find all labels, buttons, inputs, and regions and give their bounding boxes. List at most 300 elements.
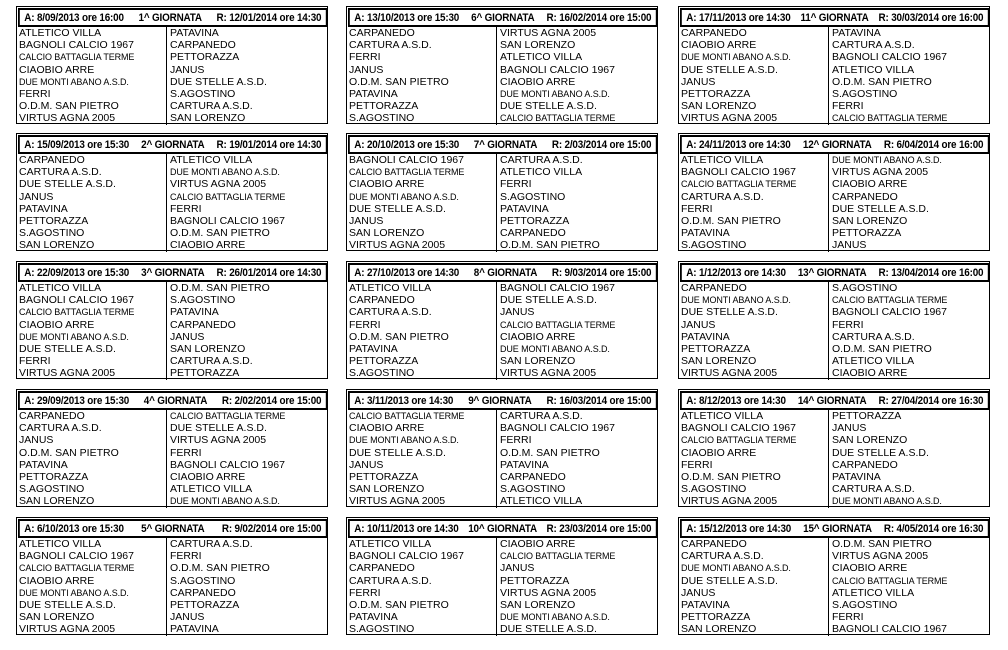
round-header bbox=[348, 263, 657, 282]
round-header bbox=[18, 519, 327, 538]
return-leg-date: R: 4/05/2014 ore 16:30 bbox=[883, 522, 984, 535]
away-team: JANUS bbox=[170, 63, 205, 76]
away-team: PETTORAZZA bbox=[170, 51, 240, 64]
away-team: VIRTUS AGNA 2005 bbox=[832, 550, 929, 563]
home-team: DUE MONTI ABANO A.S.D. bbox=[679, 51, 829, 63]
home-team: CARPANEDO bbox=[679, 538, 829, 550]
home-team: CARTURA A.S.D. bbox=[679, 191, 829, 203]
away-team: SAN LORENZO bbox=[500, 598, 576, 611]
home-team: PETTORAZZA bbox=[679, 611, 829, 623]
home-team: VIRTUS AGNA 2005 bbox=[347, 495, 497, 507]
home-team: FERRI bbox=[17, 355, 167, 367]
home-team: DUE MONTI ABANO A.S.D. bbox=[17, 331, 167, 343]
home-team: FERRI bbox=[347, 51, 497, 63]
home-team: CARPANEDO bbox=[679, 282, 829, 294]
away-team: PATAVINA bbox=[500, 202, 549, 215]
away-team: SAN LORENZO bbox=[170, 342, 246, 355]
return-leg-date: R: 16/03/2014 ore 15:00 bbox=[546, 394, 652, 407]
round-card bbox=[16, 133, 328, 251]
round-number: 12^ GIORNATA bbox=[802, 138, 872, 151]
round-header bbox=[18, 391, 327, 410]
away-team: ATLETICO VILLA bbox=[170, 483, 253, 496]
home-team: JANUS bbox=[347, 215, 497, 227]
round-number: 10^ GIORNATA bbox=[468, 522, 537, 535]
away-team: PATAVINA bbox=[500, 458, 549, 471]
round-number: 3^ GIORNATA bbox=[141, 266, 205, 279]
first-leg-date: A: 15/12/2013 ore 14:30 bbox=[686, 522, 792, 535]
home-team: CARPANEDO bbox=[17, 410, 167, 422]
away-team: ATLETICO VILLA bbox=[500, 51, 583, 64]
home-team: DUE MONTI ABANO A.S.D. bbox=[347, 191, 497, 203]
away-team: S.AGOSTINO bbox=[170, 87, 236, 100]
home-team: SAN LORENZO bbox=[679, 355, 829, 367]
round-header bbox=[348, 391, 657, 410]
away-team: VIRTUS AGNA 2005 bbox=[170, 434, 267, 447]
home-team: BAGNOLI CALCIO 1967 bbox=[347, 154, 497, 166]
away-team: JANUS bbox=[170, 611, 205, 624]
round-number: 13^ GIORNATA bbox=[797, 266, 867, 279]
home-team: CARPANEDO bbox=[347, 27, 497, 39]
away-team: O.D.M. SAN PIETRO bbox=[170, 227, 270, 240]
away-team: S.AGOSTINO bbox=[500, 190, 566, 203]
home-team: S.AGOSTINO bbox=[347, 112, 497, 124]
round-header bbox=[18, 263, 327, 282]
away-team: CALCIO BATTAGLIA TERME bbox=[832, 575, 948, 586]
round-header bbox=[18, 135, 327, 154]
return-leg-date: R: 13/04/2014 ore 16:00 bbox=[878, 266, 984, 279]
away-team: PETTORAZZA bbox=[170, 367, 240, 380]
round-number: 9^ GIORNATA bbox=[468, 394, 532, 407]
home-team: PATAVINA bbox=[679, 599, 829, 611]
away-team: PATAVINA bbox=[832, 27, 881, 39]
home-team: ATLETICO VILLA bbox=[347, 282, 497, 294]
away-team: CARPANEDO bbox=[832, 190, 898, 203]
home-team: SAN LORENZO bbox=[347, 483, 497, 495]
away-team: DUE STELLE A.S.D. bbox=[832, 202, 929, 215]
return-leg-date: R: 9/02/2014 ore 15:00 bbox=[221, 522, 322, 535]
away-team: S.AGOSTINO bbox=[170, 574, 236, 587]
home-team: JANUS bbox=[17, 191, 167, 203]
away-team: CARTURA A.S.D. bbox=[832, 483, 915, 496]
away-team: PATAVINA bbox=[832, 470, 881, 483]
away-team: S.AGOSTINO bbox=[832, 282, 898, 294]
away-team: CALCIO BATTAGLIA TERME bbox=[832, 113, 948, 124]
away-team: JANUS bbox=[170, 330, 205, 343]
away-team: CIAOBIO ARRE bbox=[170, 470, 246, 483]
round-number: 1^ GIORNATA bbox=[138, 11, 202, 24]
away-team: JANUS bbox=[500, 562, 535, 575]
away-team: O.D.M. SAN PIETRO bbox=[170, 562, 270, 575]
home-team: JANUS bbox=[17, 434, 167, 446]
return-leg-date: R: 23/03/2014 ore 15:00 bbox=[546, 522, 652, 535]
home-team: CARPANEDO bbox=[17, 154, 167, 166]
away-team: BAGNOLI CALCIO 1967 bbox=[170, 458, 285, 471]
match-list bbox=[347, 538, 657, 636]
away-team: DUE MONTI ABANO A.S.D. bbox=[832, 155, 942, 165]
match-list bbox=[17, 410, 327, 508]
home-team: DUE MONTI ABANO A.S.D. bbox=[17, 587, 167, 599]
round-card bbox=[346, 389, 658, 507]
first-leg-date: A: 13/10/2013 ore 15:30 bbox=[354, 11, 460, 24]
home-team: PETTORAZZA bbox=[679, 343, 829, 355]
home-team: FERRI bbox=[17, 88, 167, 100]
away-team: PETTORAZZA bbox=[832, 410, 902, 422]
match-list bbox=[347, 154, 657, 252]
home-team: PETTORAZZA bbox=[347, 100, 497, 112]
home-team: SAN LORENZO bbox=[347, 227, 497, 239]
match-list bbox=[347, 410, 657, 508]
return-leg-date: R: 6/04/2014 ore 16:00 bbox=[883, 138, 984, 151]
home-team: FERRI bbox=[679, 459, 829, 471]
home-team: FERRI bbox=[347, 587, 497, 599]
home-team: DUE STELLE A.S.D. bbox=[347, 203, 497, 215]
round-card bbox=[678, 6, 990, 124]
return-leg-date: R: 27/04/2014 ore 16:30 bbox=[878, 394, 984, 407]
home-team: VIRTUS AGNA 2005 bbox=[17, 623, 167, 635]
away-team: VIRTUS AGNA 2005 bbox=[500, 367, 597, 380]
away-team: O.D.M. SAN PIETRO bbox=[500, 446, 600, 459]
home-team: FERRI bbox=[679, 203, 829, 215]
home-team: SAN LORENZO bbox=[17, 239, 167, 251]
away-team: CARPANEDO bbox=[832, 458, 898, 471]
away-team: CARPANEDO bbox=[170, 318, 236, 331]
away-team: BAGNOLI CALCIO 1967 bbox=[500, 422, 615, 435]
home-team: CARTURA A.S.D. bbox=[679, 550, 829, 562]
home-team: PATAVINA bbox=[347, 88, 497, 100]
first-leg-date: A: 22/09/2013 ore 15:30 bbox=[24, 266, 130, 279]
away-team: O.D.M. SAN PIETRO bbox=[832, 342, 932, 355]
away-team: CIAOBIO ARRE bbox=[170, 239, 246, 252]
home-team: S.AGOSTINO bbox=[17, 227, 167, 239]
home-team: VIRTUS AGNA 2005 bbox=[17, 367, 167, 379]
away-team: O.D.M. SAN PIETRO bbox=[832, 75, 932, 88]
away-team: PATAVINA bbox=[170, 27, 219, 39]
away-team: O.D.M. SAN PIETRO bbox=[170, 282, 270, 294]
home-team: PETTORAZZA bbox=[679, 88, 829, 100]
return-leg-date: R: 30/03/2014 ore 16:00 bbox=[878, 11, 984, 24]
return-leg-date: R: 12/01/2014 ore 14:30 bbox=[216, 11, 322, 24]
round-card bbox=[16, 6, 328, 124]
round-number: 4^ GIORNATA bbox=[143, 394, 208, 407]
return-leg-date: R: 16/02/2014 ore 15:00 bbox=[546, 11, 652, 24]
away-team: CIAOBIO ARRE bbox=[500, 538, 576, 550]
home-team: O.D.M. SAN PIETRO bbox=[347, 331, 497, 343]
home-team: O.D.M. SAN PIETRO bbox=[17, 447, 167, 459]
first-leg-date: A: 3/11/2013 ore 14:30 bbox=[354, 394, 454, 407]
home-team: CIAOBIO ARRE bbox=[17, 64, 167, 76]
away-team: ATLETICO VILLA bbox=[500, 166, 583, 179]
away-team: S.AGOSTINO bbox=[832, 87, 898, 100]
away-team: DUE STELLE A.S.D. bbox=[170, 75, 267, 88]
away-team: VIRTUS AGNA 2005 bbox=[832, 166, 929, 179]
away-team: CARTURA A.S.D. bbox=[832, 330, 915, 343]
round-number: 11^ GIORNATA bbox=[800, 11, 869, 24]
away-team: BAGNOLI CALCIO 1967 bbox=[500, 282, 615, 294]
home-team: PATAVINA bbox=[347, 343, 497, 355]
away-team: CARTURA A.S.D. bbox=[832, 39, 915, 52]
round-card bbox=[678, 133, 990, 251]
home-team: CARTURA A.S.D. bbox=[17, 166, 167, 178]
home-team: CIAOBIO ARRE bbox=[17, 319, 167, 331]
match-list bbox=[17, 282, 327, 380]
home-team: VIRTUS AGNA 2005 bbox=[17, 112, 167, 124]
away-team: PETTORAZZA bbox=[170, 598, 240, 611]
round-card bbox=[346, 6, 658, 124]
home-team: SAN LORENZO bbox=[17, 611, 167, 623]
home-team: ATLETICO VILLA bbox=[679, 410, 829, 422]
away-team: PATAVINA bbox=[170, 306, 219, 319]
match-list bbox=[347, 282, 657, 380]
away-team: FERRI bbox=[170, 202, 202, 215]
match-list bbox=[679, 154, 989, 252]
away-team: VIRTUS AGNA 2005 bbox=[500, 586, 597, 599]
return-leg-date: R: 26/01/2014 ore 14:30 bbox=[216, 266, 322, 279]
match-list bbox=[347, 27, 657, 125]
round-card bbox=[346, 133, 658, 251]
first-leg-date: A: 6/10/2013 ore 15:30 bbox=[24, 522, 124, 535]
home-team: CARTURA A.S.D. bbox=[17, 422, 167, 434]
away-team: FERRI bbox=[832, 318, 864, 331]
home-team: JANUS bbox=[347, 459, 497, 471]
round-number: 2^ GIORNATA bbox=[141, 138, 205, 151]
round-header bbox=[680, 135, 989, 154]
away-team: JANUS bbox=[832, 239, 867, 252]
home-team: VIRTUS AGNA 2005 bbox=[679, 495, 829, 507]
home-team: VIRTUS AGNA 2005 bbox=[679, 367, 829, 379]
round-card bbox=[16, 389, 328, 507]
home-team: CARTURA A.S.D. bbox=[347, 306, 497, 318]
home-team: BAGNOLI CALCIO 1967 bbox=[17, 39, 167, 51]
away-team: SAN LORENZO bbox=[500, 355, 576, 368]
home-team: DUE STELLE A.S.D. bbox=[17, 343, 167, 355]
home-team: CARTURA A.S.D. bbox=[347, 39, 497, 51]
match-list bbox=[17, 538, 327, 636]
home-team: JANUS bbox=[679, 319, 829, 331]
home-team: PATAVINA bbox=[679, 331, 829, 343]
away-team: DUE MONTI ABANO A.S.D. bbox=[832, 496, 942, 507]
away-team: ATLETICO VILLA bbox=[500, 495, 583, 508]
away-team: S.AGOSTINO bbox=[170, 294, 236, 307]
round-card bbox=[16, 261, 328, 379]
away-team: CIAOBIO ARRE bbox=[500, 75, 576, 88]
away-team: S.AGOSTINO bbox=[500, 483, 566, 496]
away-team: CALCIO BATTAGLIA TERME bbox=[832, 295, 948, 306]
away-team: CARTURA A.S.D. bbox=[170, 355, 253, 368]
away-team: CARPANEDO bbox=[170, 586, 236, 599]
first-leg-date: A: 8/09/2013 ore 16:00 bbox=[24, 11, 124, 24]
round-header bbox=[680, 519, 989, 538]
home-team: CARPANEDO bbox=[679, 27, 829, 39]
first-leg-date: A: 1/12/2013 ore 14:30 bbox=[686, 266, 786, 279]
round-number: 5^ GIORNATA bbox=[141, 522, 205, 535]
home-team: CARPANEDO bbox=[347, 562, 497, 574]
home-team: DUE MONTI ABANO A.S.D. bbox=[679, 562, 829, 574]
home-team: S.AGOSTINO bbox=[347, 367, 497, 379]
away-team: CALCIO BATTAGLIA TERME bbox=[170, 411, 286, 421]
away-team: SAN LORENZO bbox=[832, 434, 908, 447]
round-header bbox=[680, 8, 989, 27]
match-list bbox=[679, 538, 989, 636]
away-team: PETTORAZZA bbox=[832, 227, 902, 240]
home-team: CALCIO BATTAGLIA TERME bbox=[347, 166, 497, 178]
home-team: DUE STELLE A.S.D. bbox=[347, 447, 497, 459]
away-team: CARPANEDO bbox=[500, 227, 566, 240]
away-team: CARTURA A.S.D. bbox=[500, 154, 583, 166]
away-team: CIAOBIO ARRE bbox=[832, 562, 908, 575]
away-team: FERRI bbox=[170, 550, 202, 563]
home-team: CALCIO BATTAGLIA TERME bbox=[347, 410, 497, 422]
home-team: CALCIO BATTAGLIA TERME bbox=[17, 306, 167, 318]
match-list bbox=[679, 282, 989, 380]
round-card bbox=[678, 517, 990, 635]
away-team: ATLETICO VILLA bbox=[170, 154, 253, 166]
away-team: BAGNOLI CALCIO 1967 bbox=[170, 214, 285, 227]
home-team: PETTORAZZA bbox=[347, 471, 497, 483]
home-team: SAN LORENZO bbox=[679, 100, 829, 112]
home-team: PATAVINA bbox=[679, 227, 829, 239]
home-team: DUE STELLE A.S.D. bbox=[17, 178, 167, 190]
home-team: DUE STELLE A.S.D. bbox=[17, 599, 167, 611]
home-team: PETTORAZZA bbox=[347, 355, 497, 367]
home-team: JANUS bbox=[679, 587, 829, 599]
home-team: JANUS bbox=[679, 76, 829, 88]
home-team: JANUS bbox=[347, 64, 497, 76]
home-team: PATAVINA bbox=[347, 611, 497, 623]
home-team: VIRTUS AGNA 2005 bbox=[679, 112, 829, 124]
away-team: DUE STELLE A.S.D. bbox=[500, 294, 597, 307]
away-team: DUE MONTI ABANO A.S.D. bbox=[500, 343, 610, 354]
home-team: PATAVINA bbox=[17, 459, 167, 471]
round-header bbox=[680, 391, 989, 410]
match-list bbox=[17, 154, 327, 252]
home-team: O.D.M. SAN PIETRO bbox=[679, 215, 829, 227]
away-team: ATLETICO VILLA bbox=[832, 586, 915, 599]
home-team: DUE MONTI ABANO A.S.D. bbox=[347, 434, 497, 446]
home-team: BAGNOLI CALCIO 1967 bbox=[17, 550, 167, 562]
home-team: CIAOBIO ARRE bbox=[347, 422, 497, 434]
home-team: SAN LORENZO bbox=[679, 623, 829, 635]
away-team: DUE MONTI ABANO A.S.D. bbox=[500, 88, 610, 99]
return-leg-date: R: 19/01/2014 ore 14:30 bbox=[216, 138, 322, 151]
home-team: O.D.M. SAN PIETRO bbox=[679, 471, 829, 483]
away-team: PETTORAZZA bbox=[500, 214, 570, 227]
first-leg-date: A: 8/12/2013 ore 14:30 bbox=[686, 394, 786, 407]
home-team: DUE MONTI ABANO A.S.D. bbox=[679, 294, 829, 306]
round-header bbox=[348, 8, 657, 27]
first-leg-date: A: 17/11/2013 ore 14:30 bbox=[686, 11, 791, 24]
home-team: CIAOBIO ARRE bbox=[679, 447, 829, 459]
home-team: BAGNOLI CALCIO 1967 bbox=[679, 422, 829, 434]
home-team: CALCIO BATTAGLIA TERME bbox=[679, 434, 829, 446]
home-team: CALCIO BATTAGLIA TERME bbox=[17, 562, 167, 574]
away-team: DUE STELLE A.S.D. bbox=[500, 100, 597, 113]
first-leg-date: A: 24/11/2013 ore 14:30 bbox=[686, 138, 791, 151]
home-team: S.AGOSTINO bbox=[679, 483, 829, 495]
away-team: DUE STELLE A.S.D. bbox=[832, 446, 929, 459]
away-team: FERRI bbox=[500, 178, 532, 191]
home-team: S.AGOSTINO bbox=[679, 239, 829, 251]
round-card bbox=[16, 517, 328, 635]
away-team: DUE MONTI ABANO A.S.D. bbox=[170, 167, 280, 178]
home-team: CARPANEDO bbox=[347, 294, 497, 306]
first-leg-date: A: 27/10/2013 ore 14:30 bbox=[354, 266, 460, 279]
away-team: CARTURA A.S.D. bbox=[170, 538, 253, 550]
away-team: O.D.M. SAN PIETRO bbox=[500, 239, 600, 252]
home-team: O.D.M. SAN PIETRO bbox=[347, 599, 497, 611]
round-header bbox=[680, 263, 989, 282]
home-team: ATLETICO VILLA bbox=[679, 154, 829, 166]
away-team: PETTORAZZA bbox=[500, 574, 570, 587]
first-leg-date: A: 10/11/2013 ore 14:30 bbox=[354, 522, 459, 535]
away-team: VIRTUS AGNA 2005 bbox=[170, 178, 267, 191]
home-team: DUE STELLE A.S.D. bbox=[679, 575, 829, 587]
home-team: BAGNOLI CALCIO 1967 bbox=[679, 166, 829, 178]
return-leg-date: R: 2/03/2014 ore 15:00 bbox=[551, 138, 652, 151]
away-team: DUE MONTI ABANO A.S.D. bbox=[500, 612, 610, 623]
home-team: SAN LORENZO bbox=[17, 495, 167, 507]
round-number: 8^ GIORNATA bbox=[473, 266, 538, 279]
away-team: FERRI bbox=[832, 611, 864, 624]
away-team: CARPANEDO bbox=[500, 470, 566, 483]
home-team: CALCIO BATTAGLIA TERME bbox=[679, 178, 829, 190]
home-team: DUE STELLE A.S.D. bbox=[679, 306, 829, 318]
home-team: PETTORAZZA bbox=[17, 471, 167, 483]
round-card bbox=[678, 261, 990, 379]
away-team: CALCIO BATTAGLIA TERME bbox=[500, 319, 616, 330]
away-team: DUE STELLE A.S.D. bbox=[170, 422, 267, 435]
home-team: ATLETICO VILLA bbox=[17, 538, 167, 550]
round-number: 7^ GIORNATA bbox=[473, 138, 538, 151]
round-card bbox=[678, 389, 990, 507]
home-team: FERRI bbox=[347, 319, 497, 331]
home-team: VIRTUS AGNA 2005 bbox=[347, 239, 497, 251]
away-team: ATLETICO VILLA bbox=[832, 355, 915, 368]
home-team: ATLETICO VILLA bbox=[17, 282, 167, 294]
away-team: O.D.M. SAN PIETRO bbox=[832, 538, 932, 550]
round-card bbox=[346, 517, 658, 635]
round-header bbox=[18, 8, 327, 27]
round-number: 6^ GIORNATA bbox=[471, 11, 535, 24]
away-team: VIRTUS AGNA 2005 bbox=[500, 27, 597, 39]
away-team: CARTURA A.S.D. bbox=[170, 100, 253, 113]
away-team: BAGNOLI CALCIO 1967 bbox=[832, 306, 947, 319]
first-leg-date: A: 29/09/2013 ore 15:30 bbox=[24, 394, 130, 407]
home-team: CARTURA A.S.D. bbox=[347, 575, 497, 587]
away-team: S.AGOSTINO bbox=[832, 598, 898, 611]
home-team: DUE MONTI ABANO A.S.D. bbox=[17, 76, 167, 88]
match-list bbox=[679, 27, 989, 125]
away-team: DUE MONTI ABANO A.S.D. bbox=[170, 496, 280, 507]
away-team: FERRI bbox=[170, 446, 202, 459]
away-team: CALCIO BATTAGLIA TERME bbox=[500, 551, 616, 562]
match-list bbox=[17, 27, 327, 125]
home-team: CIAOBIO ARRE bbox=[679, 39, 829, 51]
home-team: BAGNOLI CALCIO 1967 bbox=[17, 294, 167, 306]
away-team: SAN LORENZO bbox=[500, 39, 576, 52]
away-team: BAGNOLI CALCIO 1967 bbox=[832, 51, 947, 64]
away-team: ATLETICO VILLA bbox=[832, 63, 915, 76]
away-team: SAN LORENZO bbox=[170, 112, 246, 125]
away-team: PATAVINA bbox=[170, 623, 219, 636]
first-leg-date: A: 20/10/2013 ore 15:30 bbox=[354, 138, 460, 151]
away-team: CARTURA A.S.D. bbox=[500, 410, 583, 422]
round-number: 15^ GIORNATA bbox=[803, 522, 872, 535]
home-team: ATLETICO VILLA bbox=[347, 538, 497, 550]
first-leg-date: A: 15/09/2013 ore 15:30 bbox=[24, 138, 130, 151]
away-team: JANUS bbox=[832, 422, 867, 435]
away-team: FERRI bbox=[832, 100, 864, 113]
home-team: BAGNOLI CALCIO 1967 bbox=[347, 550, 497, 562]
